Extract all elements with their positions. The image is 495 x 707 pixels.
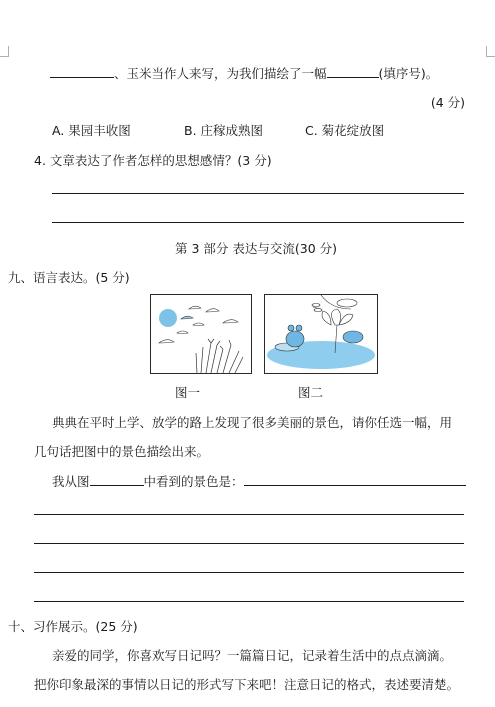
prompt-text-a: 我从图 (52, 474, 90, 489)
q3-option-a: A. 果园丰收图 (52, 123, 131, 138)
bird-icon (177, 331, 188, 334)
q3-option-b: B. 庄稼成熟图 (184, 123, 264, 138)
section10-para2: 把你印象最深的事情以日记的形式写下来吧！注意日记的格式，表述要清楚。 (34, 677, 460, 692)
picture-one (150, 294, 252, 374)
section9-para1: 典典在平时上学、放学的路上发现了很多美丽的景色，请你任选一幅，用 (52, 415, 453, 430)
answer-line[interactable] (34, 543, 464, 544)
answer-blank[interactable] (327, 66, 379, 78)
part3-title: 第 3 部分 表达与交流(30 分) (175, 241, 338, 256)
lotus-leaf (343, 331, 363, 343)
section10-title: 十、习作展示。(25 分) (8, 619, 138, 634)
bird-icon (159, 340, 174, 343)
answer-line[interactable] (52, 222, 464, 223)
answer-blank[interactable] (244, 474, 466, 486)
pond-frog-illustration (265, 295, 377, 373)
bird-icon (206, 309, 219, 312)
caption-picture-one: 图一 (175, 385, 201, 400)
section10-para1: 亲爱的同学，你喜欢写日记吗？一篇篇日记，记录着生活中的点点滴滴。 (52, 648, 453, 663)
section9-para2: 几句话把图中的景色描绘出来。 (34, 444, 210, 459)
birds-reeds-illustration (151, 295, 251, 373)
q3-option-c: C. 菊花绽放图 (305, 123, 385, 138)
picture-two (264, 294, 378, 374)
answer-line[interactable] (34, 514, 464, 515)
q4-question: 4. 文章表达了作者怎样的思想感情？(3 分) (34, 153, 272, 168)
page-corner-mark-right (486, 46, 495, 57)
caption-picture-two: 图二 (298, 385, 324, 400)
cloud-icon (337, 299, 357, 307)
picture-choice-blank[interactable] (90, 474, 144, 486)
q3-score: (4 分) (430, 95, 465, 110)
prompt-text-b: 中看到的景色是： (143, 474, 244, 489)
section9-title: 九、语言表达。(5 分) (8, 270, 130, 285)
dragonfly-icon (312, 304, 322, 312)
answer-blank[interactable] (50, 66, 114, 78)
bird-icon (223, 320, 238, 323)
bird-icon (181, 316, 193, 319)
section9-prompt (52, 472, 466, 490)
answer-line[interactable] (34, 572, 464, 573)
bird-icon (189, 306, 201, 309)
bird-icon (193, 323, 204, 326)
q3-line (50, 64, 438, 82)
q3-tail-text: (填序号)。 (378, 66, 439, 81)
reeds (196, 339, 243, 373)
sun-icon (159, 309, 177, 327)
page-corner-mark-left (0, 46, 9, 57)
q3-line-text: 、玉米当作人来写，为我们描绘了一幅 (114, 66, 327, 81)
answer-line[interactable] (34, 601, 464, 602)
answer-line[interactable] (52, 193, 464, 194)
frog-icon (286, 325, 304, 347)
